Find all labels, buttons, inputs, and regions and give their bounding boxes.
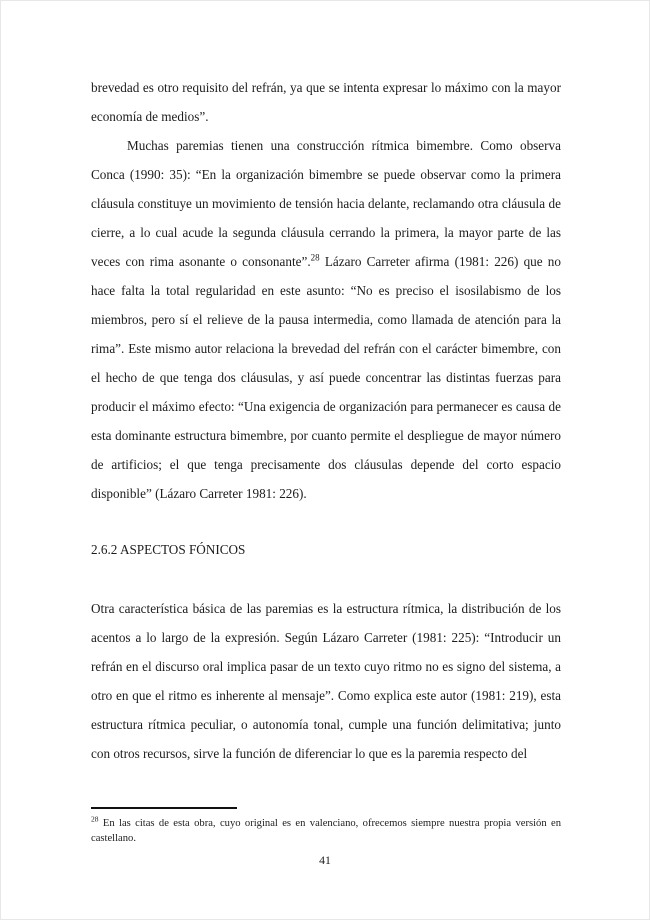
- footnote-reference: 28: [310, 252, 320, 263]
- footnote: [91, 816, 561, 846]
- page-number: 41: [319, 853, 331, 867]
- footnote-text: En las citas de esta obra, cuyo original es en valenciano, ofrecemos siempre nuestra propia versión en castellano.: [91, 818, 561, 844]
- paragraph-bimembre: [91, 131, 561, 508]
- paragraph-continuation: brevedad es otro requisito del refrán, ya que se intenta expresar lo máximo con la mayor economía de medios”.: [91, 80, 561, 124]
- footnote-marker: 28: [91, 814, 99, 824]
- paragraph-text: Muchas paremias tienen una construcción rítmica bimembre. Como observa Conca (1990: 35): “En la organización bimembre se puede observar como la primera cláusula constituye un movimiento de tensión hacia delante, reclamando otra cláusula de cierre, a lo cual acude la segunda cláusula cerrando la primera, la mayor parte de las veces con rima asonante o consonante”.: [91, 138, 561, 269]
- section-heading: 2.6.2 ASPECTOS FÓNICOS: [91, 542, 246, 557]
- footnote-area: [91, 807, 561, 846]
- footnote-separator: [91, 807, 237, 809]
- paragraph-aspectos-fonicos: Otra característica básica de las paremias es la estructura rítmica, la distribución de los acentos a lo largo de la expresión. Según Lázaro Carreter (1981: 225): “Introducir un refrán en el discurso oral implica pasar de un texto cuyo ritmo no es signo del sistema, a otro en que el ritmo es inherente al mensaje”. Como explica este autor (1981: 219), esta estructura rítmica peculiar, o autonomía tonal, cumple una función delimitativa; junto con otros recursos, sirve la función de diferenciar lo que es la paremia respecto del: [91, 601, 561, 761]
- page-body: [91, 73, 561, 768]
- paragraph-text: Lázaro Carreter afirma (1981: 226) que no hace falta la total regularidad en este asunto: “No es preciso el isosilabismo de los miembros, pero sí el relieve de la pausa intermedia, como llamada de atención para la rima”. Este mismo autor relaciona la brevedad del refrán con el carácter bimembre, con el hecho de que tenga dos cláusulas, y así puede concentrar las distintas fuerzas para producir el máximo efecto: “Una exigencia de organización para permanecer es causa de esta dominante estructura bimembre, por cuanto permite el despliegue de mayor número de artificios; el que tenga precisamente dos cláusulas depende del corto espacio disponible” (Lázaro Carreter 1981: 226).: [91, 254, 561, 501]
